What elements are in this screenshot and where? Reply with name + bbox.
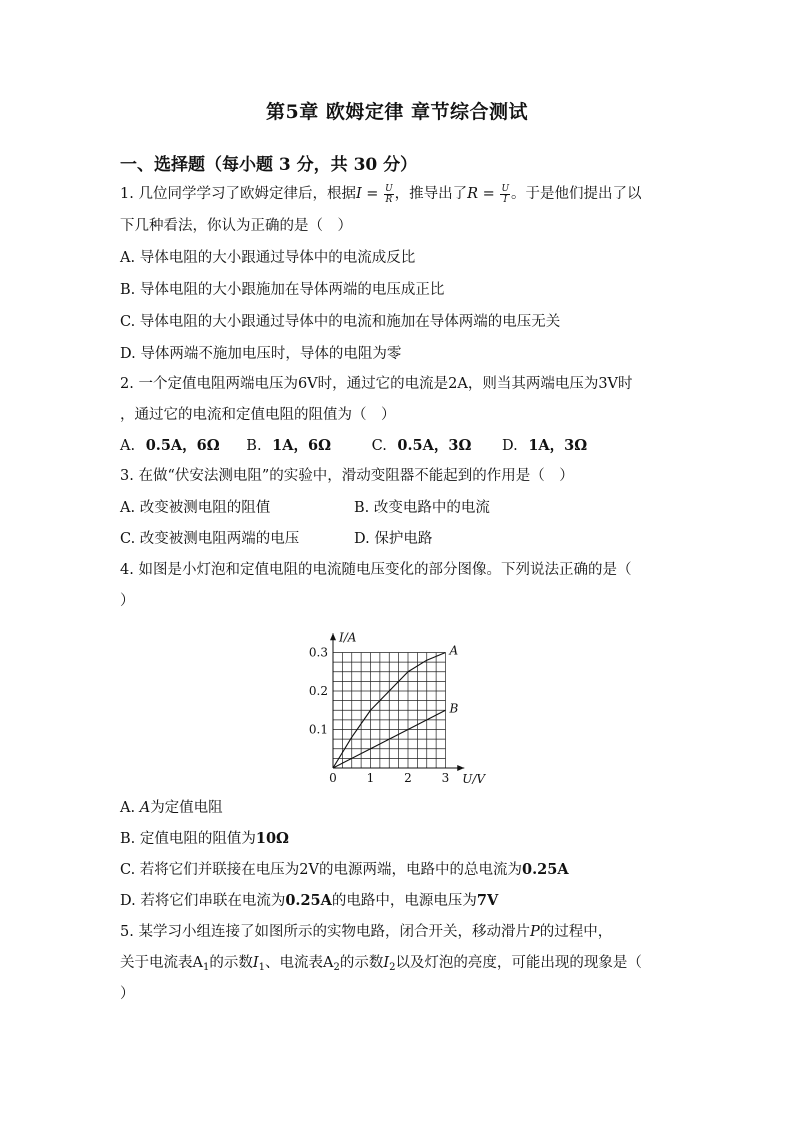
q5-sub-4: 2 xyxy=(389,962,396,973)
q5-text-1-end: 的过程中， xyxy=(539,924,613,940)
q1-formula1-numerator: U xyxy=(385,183,393,194)
q4-option-c-text: C. 若将它们并联接在电压为2V的电源两端，电路中的总电流为 xyxy=(120,862,522,878)
q1-option-b: B. 导体电阻的大小跟施加在导体两端的电压成正比 xyxy=(120,282,445,298)
q4-option-a-label: A. xyxy=(120,800,140,816)
q1-option-c: C. 导体电阻的大小跟通过导体中的电流和施加在导体两端的电压无关 xyxy=(120,314,561,330)
x-tick-label: 1 xyxy=(366,771,375,785)
q5-sub-3: 2 xyxy=(333,962,340,973)
q5-var-i1: I xyxy=(252,955,259,971)
q2-option-a-label: A. xyxy=(120,438,136,454)
q5-text-2b: 的示数 xyxy=(209,955,253,971)
q1-stem-line1 xyxy=(120,182,642,205)
q5-text-1: 5. 某学习小组连接了如图所示的实物电路，闭合开关，移动滑片 xyxy=(120,924,530,940)
y-axis-label: I/A xyxy=(339,630,357,645)
q1-text-part1: 1. 几位同学学习了欧姆定律后，根据 xyxy=(120,186,356,202)
x-axis-label: U/V xyxy=(462,772,486,786)
q2-stem-line2: ，通过它的电流和定值电阻的阻值为（ ） xyxy=(120,407,396,423)
y-tick-label: 0.2 xyxy=(308,684,328,698)
q1-formula2-denominator: I xyxy=(503,194,508,205)
page-title: 第5章 欧姆定律 章节综合测试 xyxy=(266,101,528,123)
q3-option-b: B. 改变电路中的电流 xyxy=(354,500,490,516)
q4-option-d-value2: 7V xyxy=(476,892,499,909)
q3-stem: 3. 在做“伏安法测电阻”的实验中，滑动变阻器不能起到的作用是（ ） xyxy=(120,468,574,484)
series-label-b: B xyxy=(449,701,459,716)
series-label-a: A xyxy=(449,643,459,658)
q1-option-d: D. 导体两端不施加电压时，导体的电阻为零 xyxy=(120,346,402,362)
iv-graph xyxy=(300,615,490,790)
q5-stem-line2 xyxy=(120,951,642,973)
q5-text-2a: 关于电流表A xyxy=(120,955,203,971)
q1-text-part2: ，推导出了 xyxy=(394,186,468,202)
q1-stem-line2: 下几种看法，你认为正确的是（ ） xyxy=(120,218,352,234)
y-tick-label: 0.1 xyxy=(308,722,328,737)
q4-option-a-text: 为定值电阻 xyxy=(150,800,223,816)
q3-option-c: C. 改变被测电阻两端的电压 xyxy=(120,531,300,547)
q1-formula2-numerator: U xyxy=(501,183,510,194)
q4-option-c xyxy=(120,858,569,879)
q4-option-d-mid: 的电路中，电源电压为 xyxy=(331,893,477,909)
y-axis-arrow xyxy=(330,633,336,640)
q5-stem-line1 xyxy=(120,920,612,941)
x-tick-label: 0 xyxy=(329,771,337,785)
x-tick-label: 2 xyxy=(404,771,412,785)
q4-option-d xyxy=(120,889,498,910)
section-heading: 一、选择题（每小题 3 分，共 30 分） xyxy=(120,155,418,175)
q2-option-b: 1A，6Ω xyxy=(272,437,332,454)
q1-formula1-lhs: I = xyxy=(355,186,384,202)
q1-text-part3: 。于是他们提出了以 xyxy=(511,186,642,202)
q5-var-p: P xyxy=(529,924,540,940)
q4-stem-line2: ） xyxy=(120,593,135,609)
q2-option-c-label: C. xyxy=(371,438,387,454)
q5-text-2e: 以及灯泡的亮度，可能出现的现象是（ xyxy=(395,955,642,971)
q4-option-b-value: 10Ω xyxy=(255,830,289,847)
q3-option-d: D. 保护电路 xyxy=(354,531,433,547)
q4-option-d-text: D. 若将它们串联在电流为 xyxy=(120,893,286,909)
q5-sub-2: 1 xyxy=(258,962,265,973)
q2-stem-line1: 2. 一个定值电阻两端电压为6V时，通过它的电流是2A，则当其两端电压为3V时 xyxy=(120,376,633,392)
q4-option-b xyxy=(120,827,289,848)
q4-option-d-value1: 0.25A xyxy=(285,892,332,909)
q2-option-c: 0.5A，3Ω xyxy=(397,437,472,454)
q4-option-a-var: A xyxy=(139,800,151,816)
q4-option-c-value: 0.25A xyxy=(522,861,569,878)
q5-sub-1: 1 xyxy=(202,962,210,973)
q5-text-2d: 的示数 xyxy=(339,955,384,971)
q1-option-a: A. 导体电阻的大小跟通过导体中的电流成反比 xyxy=(120,250,416,266)
q4-stem-line1: 4. 如图是小灯泡和定值电阻的电流随电压变化的部分图像。下列说法正确的是（ xyxy=(120,562,632,578)
q2-option-d-label: D. xyxy=(502,438,518,454)
q1-formula2-fraction xyxy=(500,184,510,205)
q2-option-b-label: B. xyxy=(246,438,262,454)
q5-text-2c: 、电流表A xyxy=(264,955,334,971)
q4-option-a xyxy=(120,796,223,817)
q4-option-b-text: B. 定值电阻的阻值为 xyxy=(120,831,256,847)
y-tick-label: 0.3 xyxy=(308,645,328,660)
q2-options-row xyxy=(120,434,587,455)
q1-formula1-denominator: R xyxy=(385,194,393,205)
q1-formula1-fraction xyxy=(384,184,394,205)
x-axis-arrow xyxy=(457,765,464,771)
q1-formula2-lhs: R = xyxy=(467,186,500,202)
q2-option-d: 1A，3Ω xyxy=(528,437,588,454)
q2-option-a: 0.5A，6Ω xyxy=(145,437,220,454)
q3-option-a: A. 改变被测电阻的阻值 xyxy=(120,500,271,516)
x-tick-label: 3 xyxy=(441,771,450,785)
q5-var-i2: I xyxy=(383,955,390,971)
q5-stem-line3: ） xyxy=(120,986,135,1002)
